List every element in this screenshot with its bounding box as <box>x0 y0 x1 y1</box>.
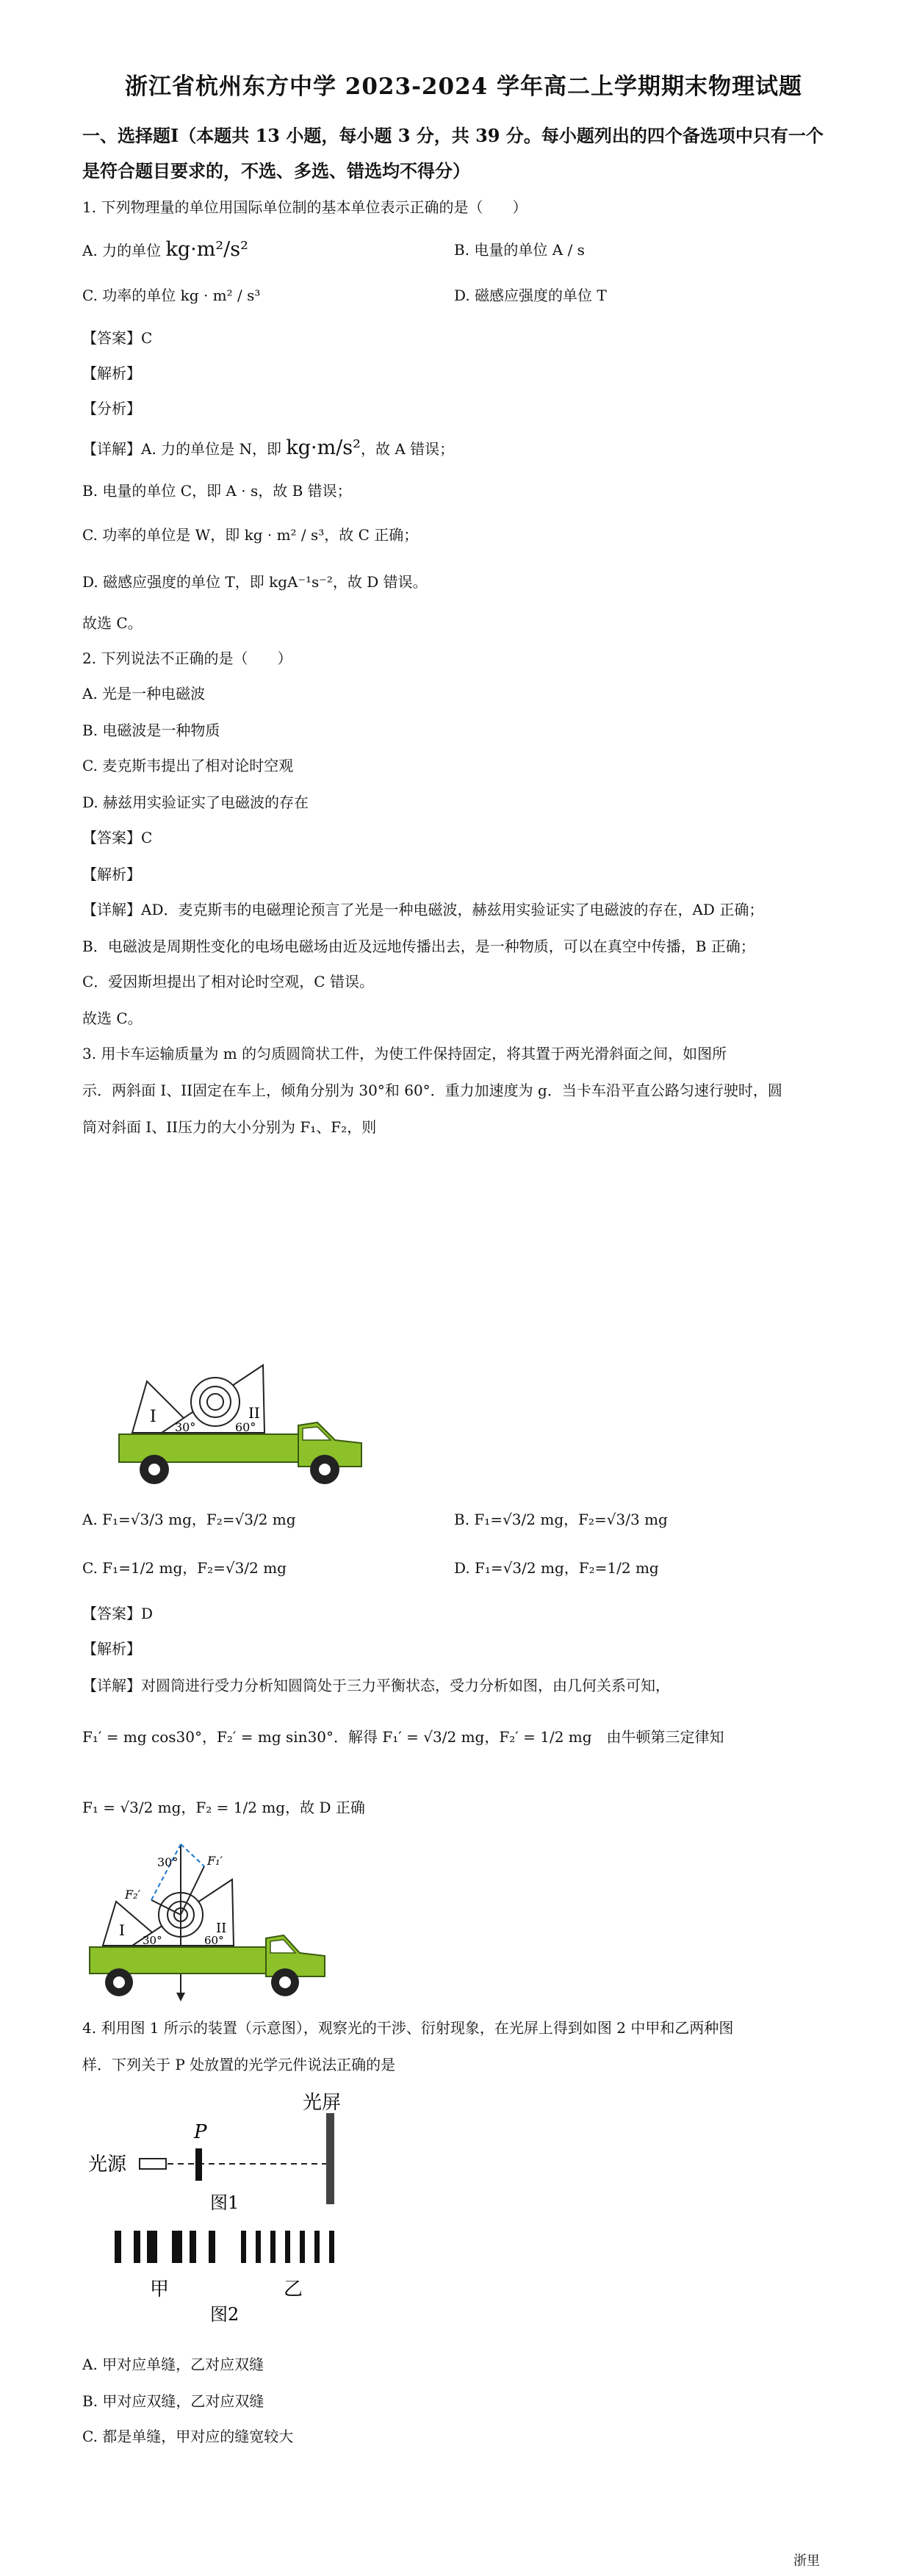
q2-option-d: D. 赫兹用实验证实了电磁波的存在 <box>82 794 309 811</box>
fringe <box>270 2231 276 2263</box>
q1-detail-b: B. 电量的单位 C，即 A · s，故 B 错误； <box>82 482 352 500</box>
fringe <box>241 2231 246 2263</box>
screen-label: 光屏 <box>303 2092 342 2114</box>
q1-conclusion: 故选 C。 <box>82 614 143 632</box>
section-heading-line1: 一、选择题Ⅰ（本题共 13 小题，每小题 3 分，共 39 分。每小题列出的四个备选项中只有一个 <box>82 125 824 146</box>
q1-answer: 【答案】C <box>82 329 153 347</box>
wheel-rear-hub <box>148 1464 160 1475</box>
incline-2-label: II <box>216 1921 227 1936</box>
q1-option-a <box>82 240 248 261</box>
angle-top-label: 30° <box>157 1855 179 1869</box>
q4-option-c: C. 都是单缝，甲对应的缝宽较大 <box>82 2428 294 2445</box>
incline-2-label: II <box>248 1404 260 1422</box>
incline-1-label: I <box>119 1921 125 1939</box>
q3-option-b: B. F₁=√3/2 mg，F₂=√3/3 mg <box>454 1511 668 1528</box>
q2-conclusion: 故选 C。 <box>82 1010 143 1027</box>
q1-detail-a-end: ，故 A 错误； <box>360 440 455 458</box>
cylinder-outer <box>191 1378 240 1426</box>
q3-option-a: A. F₁=√3/3 mg，F₂=√3/2 mg <box>82 1511 296 1528</box>
q3-equation-2: F₁ = √3/2 mg，F₂ = 1/2 mg，故 D 正确 <box>82 1799 365 1816</box>
jia-label: 甲 <box>150 2278 170 2300</box>
q2-option-a: A. 光是一种电磁波 <box>82 685 206 702</box>
q2-option-b: B. 电磁波是一种物质 <box>82 722 220 739</box>
q3-equation-1: F₁′ = mg cos30°，F₂′ = mg sin30°．解得 F₁′ = √3/2 mg，F₂′ = 1/2 mg 由牛顿第三定律知 <box>82 1728 724 1746</box>
q3-detail: 【详解】对圆筒进行受力分析知圆筒处于三力平衡状态，受力分析如图，由几何关系可知， <box>82 1677 670 1694</box>
truck-figure <box>118 1352 367 1496</box>
q2-stem: 2. 下列说法不正确的是（ ） <box>82 650 292 667</box>
fringe <box>329 2231 334 2263</box>
q4-stem-line1: 4. 利用图 1 所示的装置（示意图），观察光的干涉、衍射现象，在光屏上得到如图 2 中甲和乙两种图 <box>82 2019 734 2037</box>
fringe <box>285 2231 290 2263</box>
fringe <box>314 2231 320 2263</box>
q1-detail-d: D. 磁感应强度的单位 T，即 kgA⁻¹s⁻²，故 D 错误。 <box>82 573 428 591</box>
q3-answer: 【答案】D <box>82 1605 154 1622</box>
light-source-box <box>140 2159 166 2169</box>
q2-option-c: C. 麦克斯韦提出了相对论时空观 <box>82 757 294 774</box>
pattern-yi <box>241 2231 334 2263</box>
q1-detail-a-text: 【详解】A. 力的单位是 N，即 <box>82 440 287 458</box>
fringe <box>147 2231 157 2263</box>
incline-1-label: I <box>150 1408 156 1426</box>
q3-jiexi: 【解析】 <box>82 1640 141 1658</box>
q3-stem-line3: 筒对斜面 I、II压力的大小分别为 F₁、F₂，则 <box>82 1118 377 1136</box>
q1-option-a-text: A. 力的单位 <box>82 242 166 259</box>
fringe <box>300 2231 305 2263</box>
wheel-front-hub <box>319 1464 331 1475</box>
q3-stem-line2: 示．两斜面 I、II固定在车上，倾角分别为 30°和 60°．重力加速度为 g．当卡车沿平直公路匀速行驶时，圆 <box>82 1082 782 1099</box>
q1-detail-a <box>82 438 454 459</box>
q3-option-d: D. F₁=√3/2 mg，F₂=1/2 mg <box>454 1559 659 1577</box>
fringe <box>190 2231 196 2263</box>
footer-text: 浙里 <box>793 2553 820 2569</box>
wheel-rear-hub <box>113 1976 125 1988</box>
page-title: 浙江省杭州东方中学 2023-2024 学年高二上学期期末物理试题 <box>125 73 803 100</box>
dashed-line-2 <box>151 1844 181 1900</box>
dashed-line-1 <box>181 1844 204 1866</box>
section-heading-line2: 是符合题目要求的，不选、多选、错选均不得分） <box>82 160 470 181</box>
gravity-arrowhead <box>176 1993 185 2001</box>
wheel-front-hub <box>279 1976 291 1988</box>
q2-jiexi: 【解析】 <box>82 866 141 883</box>
q4-stem-line2: 样．下列关于 P 处放置的光学元件说法正确的是 <box>82 2056 396 2073</box>
q4-option-a: A. 甲对应单缝，乙对应双缝 <box>82 2356 264 2373</box>
q3-option-c: C. F₁=1/2 mg，F₂=√3/2 mg <box>82 1559 287 1577</box>
angle-30-label: 30° <box>175 1420 196 1434</box>
p-element <box>195 2148 202 2181</box>
light-source-label: 光源 <box>88 2154 127 2176</box>
screen <box>326 2113 334 2204</box>
q3-stem-line1: 3. 用卡车运输质量为 m 的匀质圆筒状工件，为使工件保持固定，将其置于两光滑斜面之间，如图所 <box>82 1045 727 1062</box>
q4-option-b: B. 甲对应双缝，乙对应双缝 <box>82 2392 264 2410</box>
fringe <box>115 2231 121 2263</box>
q1-option-c: C. 功率的单位 kg · m² / s³ <box>82 287 261 304</box>
q1-option-b: B. 电量的单位 A / s <box>454 241 585 259</box>
angle-30-label: 30° <box>143 1934 162 1947</box>
figure2-caption: 图2 <box>210 2304 240 2325</box>
q1-option-a-unit: kg·m²/s² <box>165 238 248 261</box>
angle-60-label: 60° <box>204 1934 224 1947</box>
fringe <box>209 2231 215 2263</box>
q2-detail-1: 【详解】AD．麦克斯韦的电磁理论预言了光是一种电磁波，赫兹用实验证实了电磁波的存在，AD 正确； <box>82 901 764 918</box>
yi-label: 乙 <box>284 2278 303 2300</box>
q2-answer: 【答案】C <box>82 829 153 846</box>
q1-stem: 1. 下列物理量的单位用国际单位制的基本单位表示正确的是（ ） <box>82 198 527 216</box>
fringe <box>134 2231 140 2263</box>
force-analysis-figure <box>87 1837 329 2006</box>
q2-detail-2: B．电磁波是周期性变化的电场电磁场由近及远地传播出去，是一种物质，可以在真空中传播，B 正确； <box>82 938 755 955</box>
fringe <box>256 2231 261 2263</box>
f2-label: F₂′ <box>125 1888 141 1902</box>
q1-fenxi: 【分析】 <box>82 400 141 417</box>
q1-detail-a-unit: kg·m/s² <box>286 436 361 459</box>
optics-figure <box>81 2091 360 2326</box>
q1-detail-c: C. 功率的单位是 W，即 kg · m² / s³，故 C 正确； <box>82 526 419 544</box>
f1-label: F₁′ <box>207 1854 223 1868</box>
pattern-jia <box>115 2231 215 2263</box>
figure1-caption: 图1 <box>210 2192 240 2213</box>
q1-jiexi: 【解析】 <box>82 364 141 382</box>
fringe <box>172 2231 182 2263</box>
q1-option-d: D. 磁感应强度的单位 T <box>454 287 607 304</box>
truck-cargo <box>132 1365 264 1434</box>
angle-60-label: 60° <box>235 1420 256 1434</box>
q2-detail-3: C．爱因斯坦提出了相对论时空观，C 错误。 <box>82 973 374 990</box>
p-label: P <box>194 2121 207 2143</box>
